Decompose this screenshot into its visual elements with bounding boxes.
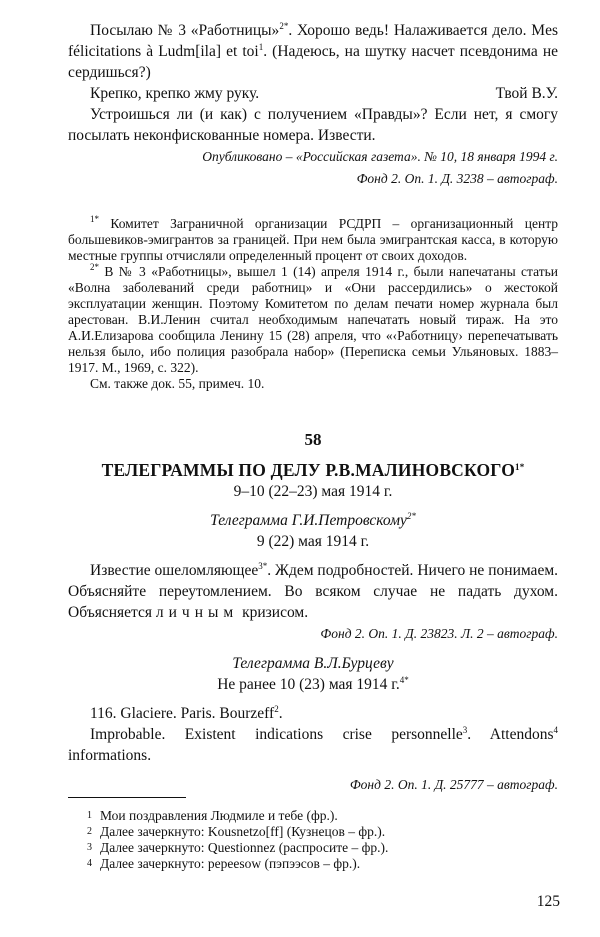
heading-text: Телеграмма Г.И.Петровскому: [210, 512, 407, 529]
footnote-mark: 1*: [515, 462, 525, 472]
telegram-1-date: 9 (22) мая 1914 г.: [256, 533, 370, 550]
footnote-4: [68, 856, 558, 872]
telegram-text: Improbable. Existent indications crise personnelle: [90, 726, 463, 743]
footnote-text: Далее зачеркнуто: Questionnez (распросите – фр.).: [100, 840, 389, 855]
telegram-2-heading: Телеграмма В.Л.Бурцеву: [232, 655, 394, 672]
title-text: ТЕЛЕГРАММЫ ПО ДЕЛУ Р.В.МАЛИНОВСКОГО: [101, 460, 516, 480]
document-title: [68, 460, 558, 481]
note-mark: 1*: [90, 214, 99, 224]
note-mark: 2*: [90, 262, 99, 272]
address-text: 116. Glaciere. Paris. Bourzeff: [90, 705, 275, 722]
footnote-text: Далее зачеркнуто: pepeesow (пэпээсов – фр.).: [100, 856, 361, 871]
date-text: Не ранее 10 (23) мая 1914 г.: [217, 676, 400, 693]
telegram-1-heading: [68, 510, 558, 531]
footnote-mark: 1: [258, 42, 264, 52]
signature: Твой В.У.: [495, 85, 558, 102]
footnote-mark: 2: [274, 704, 279, 714]
telegram-2-text: [68, 724, 558, 766]
letter-text: . Хорошо ведь! Налаживается дело. Mes félicitations à Ludm[ila] et toi: [68, 22, 558, 60]
editor-note-1: [68, 216, 558, 264]
footnote-mark: 3*: [258, 561, 268, 571]
closing-text: Крепко, крепко жму руку.: [90, 85, 260, 102]
footnote-rule: [68, 797, 186, 798]
footnote-number: 2: [87, 826, 92, 837]
footnote-1: [68, 808, 558, 824]
document-dates: 9–10 (22–23) мая 1914 г.: [233, 483, 393, 500]
note-text: В № 3 «Работницы», вышел 1 (14) апреля 1914 г., были напечатаны статьи «Волна заболеваний среди работниц» и «Они рассердились» о жестокой эксплуатации женщин. Поэтому Комитетом по делам печати номер журнала был арестован. В.И.Ленин считал необходимым напечатать новый тираж. На это А.И.Елизарова сообщила Ленину 15 (28) апреля, что «‹Работницу› перепечатывать нельзя было, ибо полиция разобрала набор» (Переписка семьи Ульяновых. 1883–1917. М., 1969, с. 322).: [68, 264, 558, 375]
footnote-number: 3: [87, 842, 92, 853]
footnote-text: Мои поздравления Людмиле и тебе (фр.).: [100, 808, 338, 823]
footnote-number: 1: [87, 810, 92, 821]
publication-source: Опубликовано – «Российская газета». № 10, 18 января 1994 г.: [202, 149, 558, 164]
editor-note-3: См. также док. 55, примеч. 10.: [90, 376, 265, 391]
footnote-mark: 4*: [399, 675, 409, 685]
telegram-2-source: Фонд 2. Оп. 1. Д. 25777 – автограф.: [349, 777, 558, 792]
telegram-text: . Ждем подробностей. Ничего не понимаем. Объясняйте переутомлением. Во всяком случае не падать духом. Объясняется: [68, 562, 559, 621]
letter-text: . (Надеюсь, на шутку насчет псевдонима не сердишься?): [68, 43, 558, 81]
telegram-1-text: [68, 560, 558, 623]
telegram-text: Известие ошеломляющее: [90, 562, 259, 579]
telegram-text: . Attendons: [467, 726, 554, 743]
emphasized-word: личным: [155, 604, 239, 621]
letter-postscript: Устроишься ли (и как) с получением «Правды»? Если нет, я смогу посылать неконфискованные номера. Извести.: [68, 106, 558, 144]
footnote-2: [68, 824, 558, 840]
letter-paragraph: [68, 20, 558, 83]
footnotes: [68, 808, 558, 872]
telegram-2-date: [68, 674, 558, 695]
footnote-mark: 3: [462, 725, 468, 735]
telegram-text: кризисом.: [238, 604, 309, 621]
page-number: 125: [536, 893, 560, 910]
footnote-number: 4: [87, 858, 92, 869]
note-text: Комитет Заграничной организации РСДРП – организационный центр большевиков-эмигрантов за границей. При нем была эмигрантская касса, в которую местные группы отчисляли определенный процент от своих доходов.: [68, 216, 559, 263]
footnote-mark: 4: [553, 725, 558, 735]
footnote-text: Далее зачеркнуто: Kousnetzo[ff] (Кузнецов – фр.).: [100, 824, 386, 839]
letter-closing: [68, 83, 558, 104]
telegram-1-source: Фонд 2. Оп. 1. Д. 23823. Л. 2 – автограф.: [320, 626, 558, 641]
footnote-mark: 2*: [406, 511, 416, 521]
page-body: [68, 20, 558, 796]
editor-notes: [68, 216, 558, 392]
editor-note-2: [68, 264, 558, 376]
document-number: 58: [304, 430, 322, 449]
letter-text: Посылаю № 3 «Работницы»: [90, 22, 280, 39]
footnote-mark: 2*: [279, 21, 289, 31]
telegram-2-address: 116. Glaciere. Paris. Bourzeff$^2$.: [90, 704, 283, 722]
telegram-text: informations.: [68, 747, 152, 764]
archive-reference: Фонд 2. Оп. 1. Д. 3238 – автограф.: [356, 171, 558, 186]
footnote-3: [68, 840, 558, 856]
